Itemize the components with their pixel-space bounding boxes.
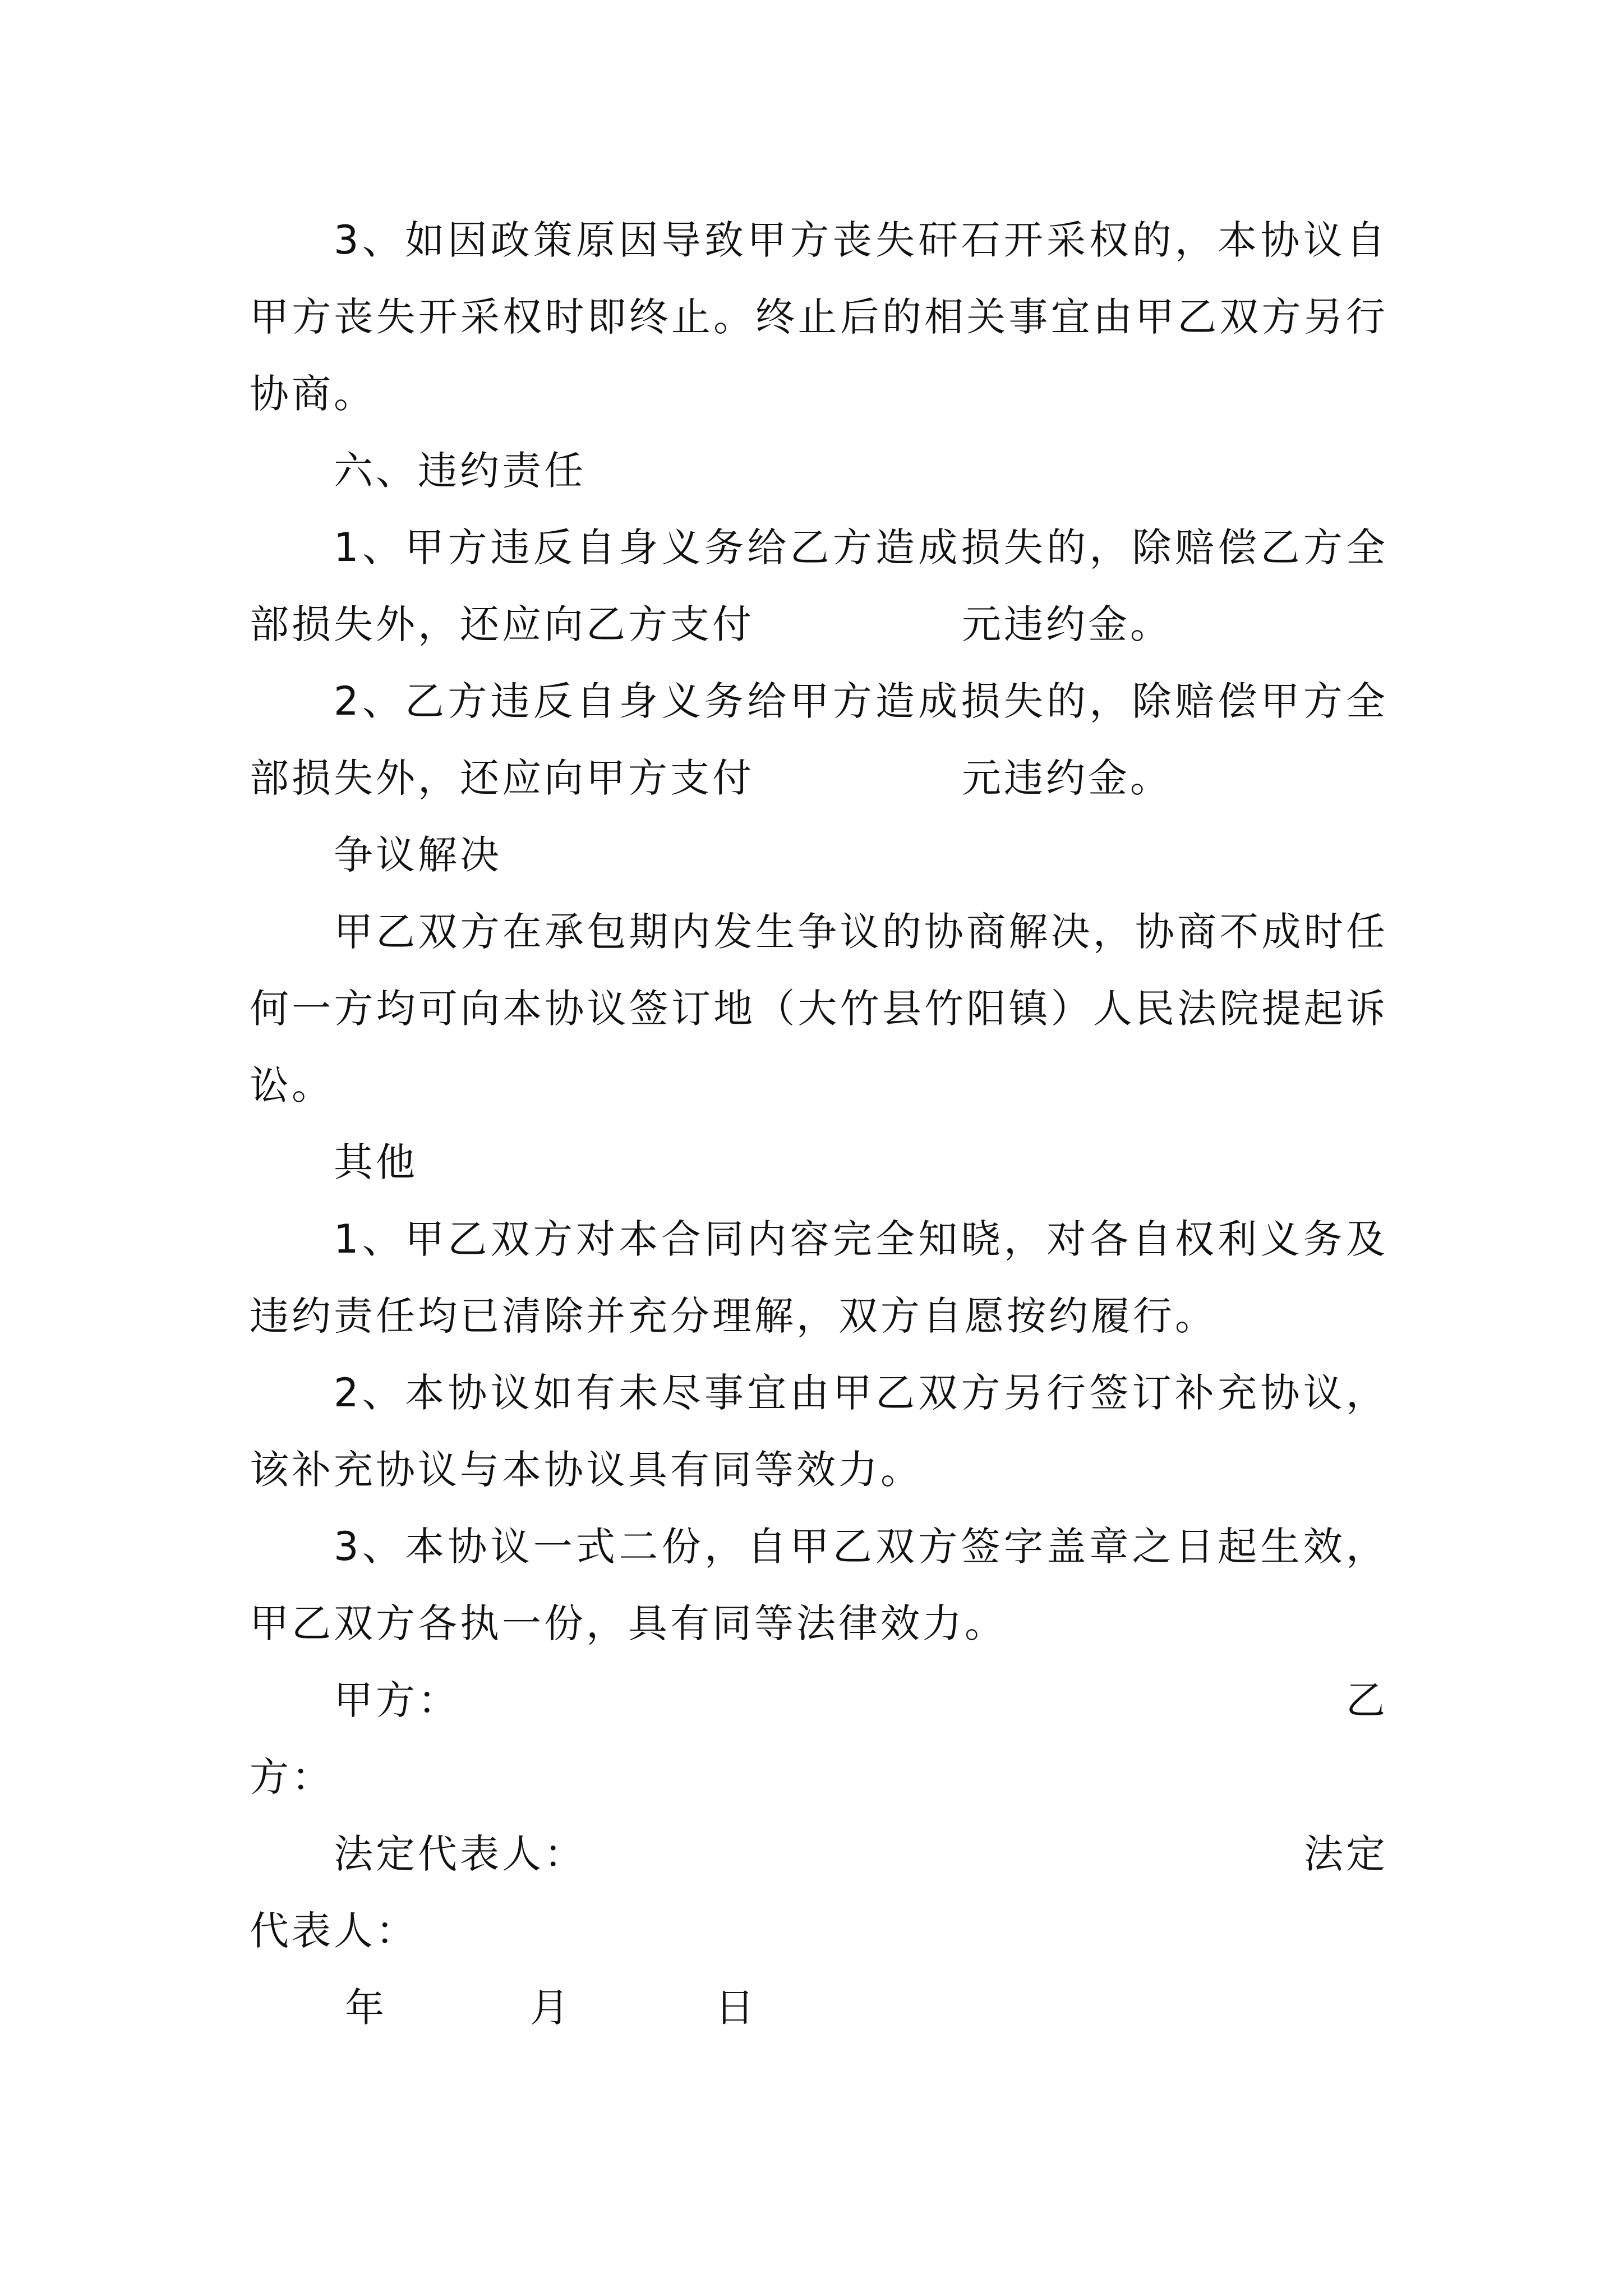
date-day: 日 bbox=[715, 1985, 757, 2031]
other-clause-1: 1、甲乙双方对本合同内容完全知晓，对各自权利义务及违约责任均已清除并充分理解，双方自愿按约履行。 bbox=[250, 1216, 1388, 1339]
party-b-label-continued: 方： bbox=[250, 1754, 334, 1800]
clause-6-1-suffix: 元违约金。 bbox=[962, 601, 1172, 647]
clause-6-2-suffix: 元违约金。 bbox=[962, 755, 1172, 801]
other-clause-3: 3、本协议一式二份，自甲乙双方签字盖章之日起生效，甲乙双方各执一份，具有同等法律效力。 bbox=[250, 1524, 1388, 1646]
rep-b-label: 法定 bbox=[1304, 1831, 1388, 1877]
rep-b-label-continued: 代表人： bbox=[250, 1908, 418, 1954]
other-clause-2: 2、本协议如有未尽事宜由甲乙双方另行签订补充协议，该补充协议与本协议具有同等效力。 bbox=[250, 1370, 1388, 1493]
signing-date bbox=[250, 1970, 1388, 2046]
other-heading: 其他 bbox=[334, 1139, 418, 1185]
section-6-heading: 六、违约责任 bbox=[334, 448, 586, 494]
clause-6-2-text: 2、乙方违反自身义务给甲方造成损失的，除赔偿甲方全部损失外，还应向甲方支付 bbox=[250, 678, 1388, 801]
rep-a-label: 法定代表人： bbox=[334, 1831, 586, 1877]
date-month: 月 bbox=[530, 1985, 572, 2031]
party-a-label: 甲方： bbox=[334, 1677, 460, 1723]
document-body bbox=[250, 202, 1388, 2046]
party-labels-row bbox=[250, 1662, 1388, 1739]
clause-6-1-text: 1、甲方违反自身义务给乙方造成损失的，除赔偿乙方全部损失外，还应向乙方支付 bbox=[250, 524, 1388, 647]
representative-labels-row bbox=[250, 1816, 1388, 1893]
clause-5-3: 3、如因政策原因导致甲方丧失矸石开采权的，本协议自甲方丧失开采权时即终止。终止后的相关事宜由甲乙双方另行协商。 bbox=[250, 217, 1388, 417]
party-b-label: 乙 bbox=[1346, 1677, 1388, 1723]
dispute-heading: 争议解决 bbox=[334, 832, 502, 878]
dispute-text: 甲乙双方在承包期内发生争议的协商解决，协商不成时任何一方均可向本协议签订地（大竹县竹阳镇）人民法院提起诉讼。 bbox=[250, 909, 1388, 1108]
date-year: 年 bbox=[345, 1985, 387, 2031]
clause-6-2 bbox=[250, 663, 1388, 817]
clause-6-1 bbox=[250, 509, 1388, 663]
